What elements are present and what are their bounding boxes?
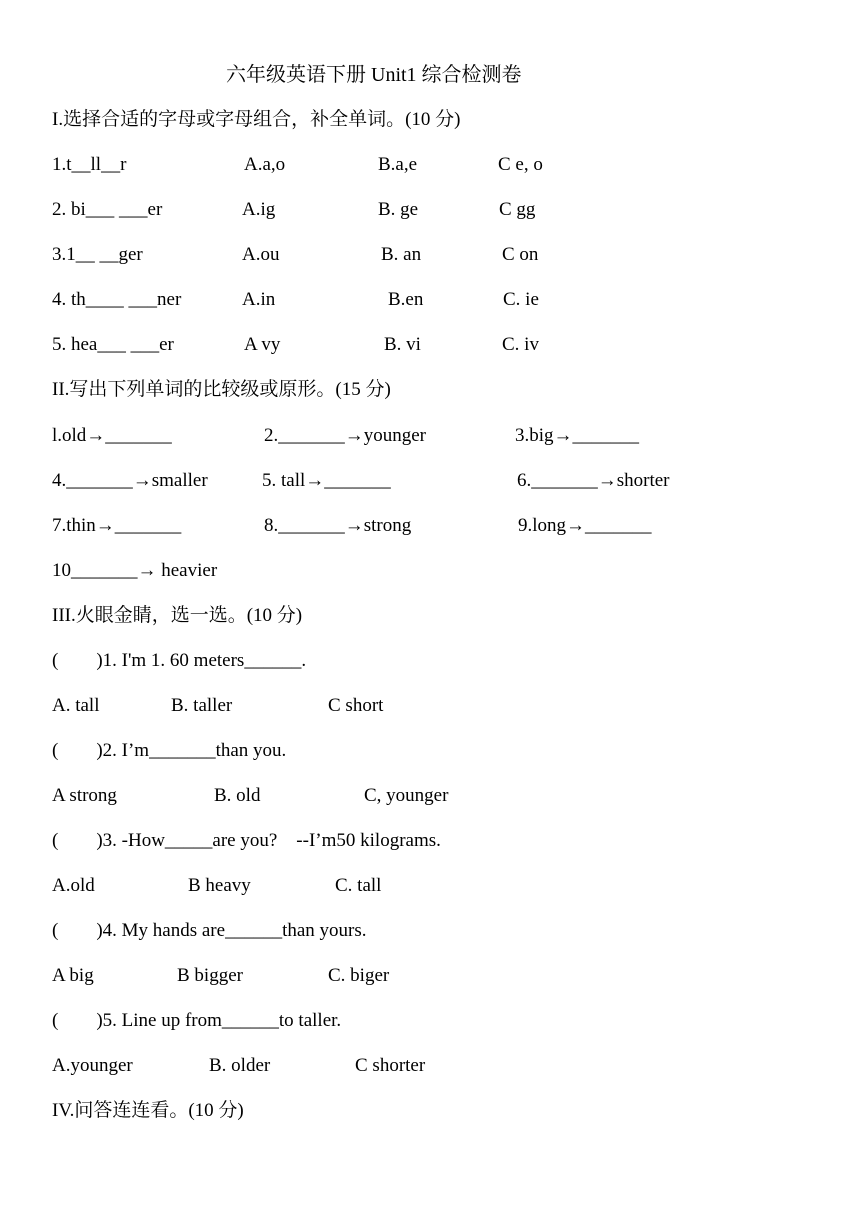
s1-q5-opt-b: B. vi [384, 334, 421, 355]
s1-q4-opt-c: C. ie [503, 289, 539, 310]
s2-item-9: 9.long→_______ [518, 515, 652, 536]
s2-item-1: l.old→_______ [52, 425, 172, 446]
s3-q2-opt-c: C, younger [364, 785, 449, 806]
s2-item-3: 3.big→_______ [515, 425, 640, 446]
s2-item-2: 2._______→younger [264, 425, 427, 446]
s1-q5-opt-a: A vy [244, 334, 281, 355]
section-4-heading: IV.问答连连看。(10 分) [52, 1100, 244, 1121]
s3-q3-opt-c: C. tall [335, 875, 382, 896]
s3-q4-opt-a: A big [52, 965, 94, 986]
s1-q4: 4. th____ ___ner [52, 289, 182, 310]
s1-q5: 5. hea___ ___er [52, 334, 174, 355]
s3-q2-opt-a: A strong [52, 785, 117, 806]
s1-q1-opt-b: B.a,e [378, 154, 418, 175]
s1-q3-opt-b: B. an [381, 244, 422, 265]
section-3-heading: III.火眼金睛，选一选。(10 分) [52, 605, 303, 626]
s2-item-10: 10_______→ heavier [52, 560, 218, 581]
s3-q4-opt-c: C. biger [328, 965, 390, 986]
s1-q2-opt-b: B. ge [378, 199, 419, 220]
s1-q4-opt-b: B.en [388, 289, 424, 310]
s3-q5-opt-b: B. older [209, 1055, 271, 1076]
s3-q1-opt-a: A. tall [52, 695, 100, 716]
s3-q5-opt-c: C shorter [355, 1055, 426, 1076]
s3-q2-opt-b: B. old [214, 785, 261, 806]
s1-q3-opt-c: C on [502, 244, 539, 265]
s2-item-7: 7.thin→_______ [52, 515, 182, 536]
s3-q3: ( )3. -How_____are you? --I’m50 kilograms. [52, 830, 441, 851]
s1-q2-opt-a: A.ig [242, 199, 276, 220]
s3-q4-opt-b: B bigger [177, 965, 243, 986]
s1-q1-opt-a: A.a,o [244, 154, 286, 175]
s2-item-5: 5. tall→_______ [262, 470, 391, 491]
s1-q3-opt-a: A.ou [242, 244, 280, 265]
s2-item-8: 8._______→strong [264, 515, 412, 536]
s1-q5-opt-c: C. iv [502, 334, 539, 355]
s3-q1-opt-c: C short [328, 695, 384, 716]
s1-q2: 2. bi___ ___er [52, 199, 163, 220]
s1-q1-opt-c: C e, o [498, 154, 543, 175]
s3-q5-opt-a: A.younger [52, 1055, 133, 1076]
section-1-heading: I.选择合适的字母或字母组合，补全单词。(10 分) [52, 109, 461, 130]
s3-q1: ( )1. I'm 1. 60 meters______. [52, 650, 307, 671]
s3-q1-opt-b: B. taller [171, 695, 233, 716]
s3-q4: ( )4. My hands are______than yours. [52, 920, 367, 941]
s3-q3-opt-b: B heavy [188, 875, 251, 896]
page-title: 六年级英语下册 Unit1 综合检测卷 [226, 64, 522, 86]
s1-q4-opt-a: A.in [242, 289, 276, 310]
s3-q3-opt-a: A.old [52, 875, 95, 896]
section-2-heading: II.写出下列单词的比较级或原形。(15 分) [52, 379, 391, 400]
s1-q2-opt-c: C gg [499, 199, 536, 220]
s1-q3: 3.1__ __ger [52, 244, 143, 265]
s3-q5: ( )5. Line up from______to taller. [52, 1010, 342, 1031]
s3-q2: ( )2. I’m_______than you. [52, 740, 287, 761]
s2-item-4: 4._______→smaller [52, 470, 208, 491]
s1-q1: 1.t__ll__r [52, 154, 127, 175]
s2-item-6: 6._______→shorter [517, 470, 670, 491]
